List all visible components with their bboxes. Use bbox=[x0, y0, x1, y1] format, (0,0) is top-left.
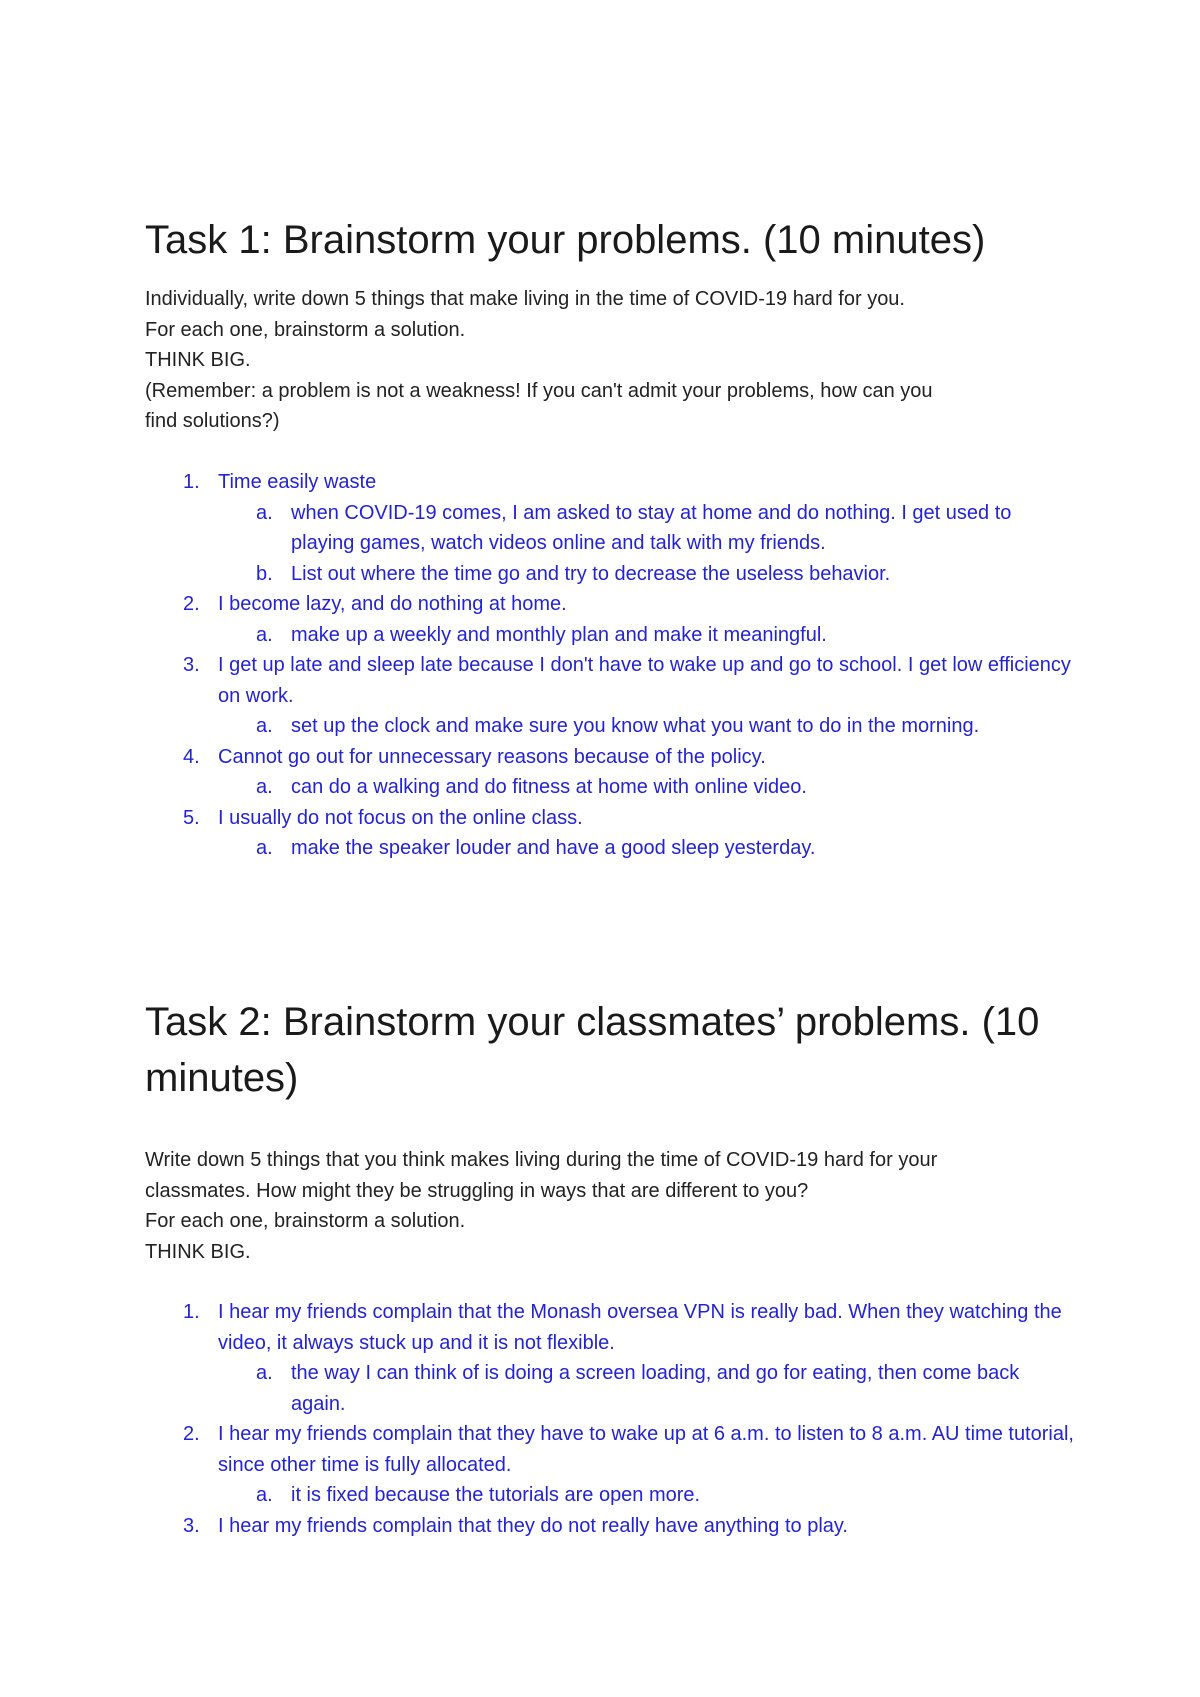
sub-list-item bbox=[145, 772, 1075, 803]
list-item-text: I become lazy, and do nothing at home. bbox=[218, 593, 567, 615]
list-item-text: I usually do not focus on the online class. bbox=[218, 806, 583, 829]
list-item bbox=[145, 1297, 1075, 1358]
list-number: 2. bbox=[183, 1423, 200, 1445]
list-number: 3. bbox=[183, 654, 200, 676]
list-item bbox=[145, 1511, 1075, 1542]
task1-intro bbox=[145, 284, 965, 437]
sub-list-item bbox=[145, 498, 1075, 559]
sub-list-text: it is fixed because the tutorials are open more. bbox=[291, 1484, 701, 1506]
task1-intro-line: Individually, write down 5 things that make living in the time of COVID-19 hard for you. bbox=[145, 288, 905, 310]
task2-intro bbox=[145, 1145, 965, 1267]
sub-list-letter: a. bbox=[256, 837, 273, 859]
task2-heading: Task 2: Brainstorm your classmates’ problems. (10 minutes) bbox=[145, 1000, 1040, 1100]
sub-list-item bbox=[145, 620, 1075, 651]
list-item bbox=[145, 1419, 1075, 1480]
task1-intro-line: THINK BIG. bbox=[145, 349, 251, 371]
sub-list-text: the way I can think of is doing a screen loading, and go for eating, then come back again. bbox=[291, 1362, 1020, 1415]
list-item bbox=[145, 467, 1075, 498]
sub-list-letter: a. bbox=[256, 715, 273, 737]
task1-heading: Task 1: Brainstorm your problems. (10 minutes) bbox=[145, 218, 986, 262]
sub-list-text: make the speaker louder and have a good sleep yesterday. bbox=[291, 837, 816, 859]
sub-list-letter: a. bbox=[256, 623, 273, 646]
task2-answer-list bbox=[145, 1297, 1075, 1541]
list-item-text: Cannot go out for unnecessary reasons because of the policy. bbox=[218, 745, 766, 768]
list-item-text: I hear my friends complain that they do not really have anything to play. bbox=[218, 1514, 848, 1537]
list-item-text: Time easily waste bbox=[218, 471, 377, 493]
list-number: 5. bbox=[183, 806, 200, 829]
task2-intro-line: Write down 5 things that you think makes living during the time of COVID-19 hard for your classmates. How might they be struggling in ways that are different to you? bbox=[145, 1149, 938, 1202]
sub-list-letter: a. bbox=[256, 776, 273, 798]
sub-list-letter: a. bbox=[256, 501, 273, 524]
list-number: 3. bbox=[183, 1514, 200, 1537]
sub-list-text: can do a walking and do fitness at home with online video. bbox=[291, 776, 807, 798]
sub-list-item bbox=[145, 1480, 1075, 1511]
sub-list-text: set up the clock and make sure you know what you want to do in the morning. bbox=[291, 715, 980, 737]
sub-list-text: when COVID-19 comes, I am asked to stay at home and do nothing. I get used to playing games, watch videos online and talk with my friends. bbox=[291, 501, 1012, 554]
task1-intro-line: For each one, brainstorm a solution. bbox=[145, 318, 466, 341]
list-item-text: I hear my friends complain that they have to wake up at 6 a.m. to listen to 8 a.m. AU time tutorial, since other time is fully allocated. bbox=[218, 1423, 1074, 1476]
task1-answer-list bbox=[145, 467, 1075, 864]
sub-list-item bbox=[145, 711, 1075, 742]
task2-intro-line: THINK BIG. bbox=[145, 1240, 251, 1263]
task1-intro-line: (Remember: a problem is not a weakness! If you can't admit your problems, how can you find solutions?) bbox=[145, 379, 933, 432]
list-number: 4. bbox=[183, 745, 200, 768]
sub-list-item bbox=[145, 1358, 1075, 1419]
sub-list-letter: b. bbox=[256, 562, 273, 585]
list-item-text: I hear my friends complain that the Monash oversea VPN is really bad. When they watching the video, it always stuck up and it is not flexible. bbox=[218, 1301, 1062, 1354]
list-number: 2. bbox=[183, 593, 200, 615]
task2-intro-line: For each one, brainstorm a solution. bbox=[145, 1210, 466, 1232]
sub-list-item bbox=[145, 833, 1075, 864]
sub-list-item bbox=[145, 559, 1075, 590]
list-number: 1. bbox=[183, 1301, 200, 1323]
sub-list-text: make up a weekly and monthly plan and make it meaningful. bbox=[291, 623, 827, 646]
list-item bbox=[145, 650, 1075, 711]
list-item bbox=[145, 589, 1075, 620]
list-item bbox=[145, 742, 1075, 773]
sub-list-letter: a. bbox=[256, 1484, 273, 1506]
list-item bbox=[145, 803, 1075, 834]
sub-list-letter: a. bbox=[256, 1362, 273, 1384]
list-item-text: I get up late and sleep late because I don't have to wake up and go to school. I get low efficiency on work. bbox=[218, 654, 1071, 707]
list-number: 1. bbox=[183, 471, 200, 493]
sub-list-text: List out where the time go and try to decrease the useless behavior. bbox=[291, 562, 891, 585]
